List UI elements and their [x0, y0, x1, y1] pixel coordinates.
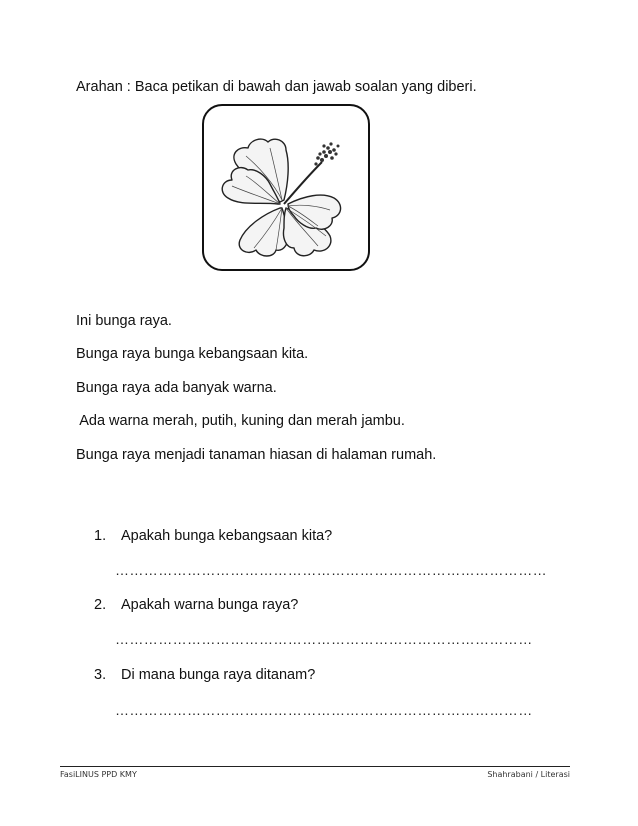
question-text: Apakah warna bunga raya? [121, 597, 299, 613]
answer-line: …………………………………………………………………………… [115, 631, 533, 647]
question-number: 2. [94, 597, 107, 613]
flower-picture-frame [202, 104, 370, 271]
passage-line: Bunga raya menjadi tanaman hiasan di halaman rumah. [76, 447, 437, 463]
hibiscus-flower-icon [204, 106, 368, 269]
answer-line: …………………………………………………………………………… [115, 702, 533, 718]
question-number: 3. [94, 667, 107, 683]
question-number: 1. [94, 528, 107, 544]
question-text: Apakah bunga kebangsaan kita? [121, 528, 333, 544]
instruction-text: Arahan : Baca petikan di bawah dan jawab soalan yang diberi. [76, 79, 477, 95]
footer-divider [60, 766, 570, 767]
footer-left-text: FasiLINUS PPD KMY [60, 770, 137, 779]
footer-right-text: Shahrabani / Literasi [487, 770, 570, 779]
question-text: Di mana bunga raya ditanam? [121, 667, 316, 683]
passage-line: Ada warna merah, putih, kuning dan merah jambu. [76, 413, 405, 429]
passage-line: Bunga raya bunga kebangsaan kita. [76, 346, 309, 362]
passage-line: Bunga raya ada banyak warna. [76, 380, 277, 396]
passage-line: Ini bunga raya. [76, 313, 172, 329]
answer-line: ……………………………………………………………………………… [115, 562, 547, 578]
